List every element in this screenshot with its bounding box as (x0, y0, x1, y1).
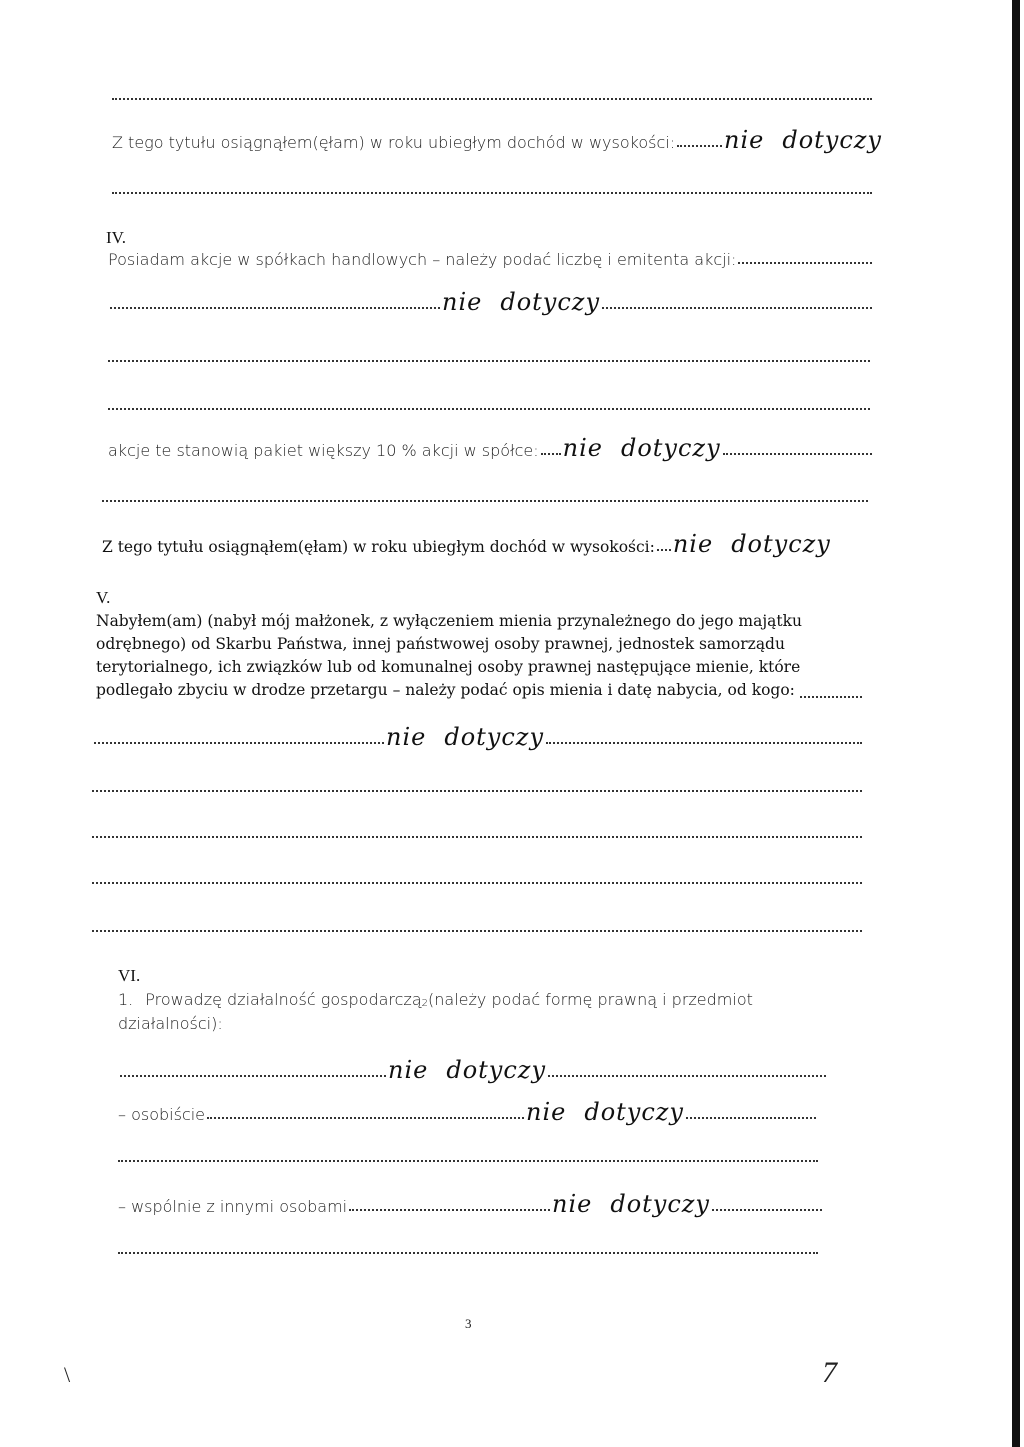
section5-answer-row (92, 725, 864, 749)
handwritten-answer: nie (525, 1098, 567, 1126)
dotted-line (92, 790, 862, 792)
handwritten-answer: dotyczy (782, 126, 882, 154)
dotted-line (112, 192, 872, 194)
handwritten-answer: nie (386, 723, 427, 751)
handwritten-answer: dotyczy (620, 434, 721, 462)
section-number: IV. (106, 228, 126, 247)
personal-row (118, 1100, 818, 1124)
personal-label: – osobiście (118, 1105, 206, 1124)
section-number: VI. (118, 966, 141, 985)
handwritten-answer: dotyczy (500, 288, 601, 316)
dotted-line (800, 696, 862, 698)
text-line: odrębnego) od Skarbu Państwa, innej państwowej osoby prawnej, jednostek samorządu (96, 635, 785, 653)
dotted-line (118, 1160, 818, 1162)
dotted-line (108, 408, 870, 410)
handwritten-answer: dotyczy (446, 1056, 547, 1084)
joint-row (118, 1192, 824, 1216)
handwritten-answer: dotyczy (444, 723, 545, 751)
scan-edge (1012, 0, 1020, 1447)
handwritten-answer: nie (551, 1190, 593, 1218)
shares-answer-row (108, 290, 874, 314)
corner-mark-left: \ (64, 1362, 71, 1387)
item-text: działalności): (118, 1014, 223, 1033)
dotted-line (112, 98, 872, 100)
handwritten-answer: dotyczy (584, 1098, 684, 1126)
income-label: Z tego tytułu osiągnąłem(ęłam) w roku ubiegłym dochód w wysokości: (112, 133, 676, 152)
dotted-line (108, 360, 870, 362)
handwritten-answer: dotyczy (731, 530, 831, 558)
text-line: Nabyłem(am) (nabył mój małżonek, z wyłączeniem mienia przynależnego do jego majątku (96, 612, 802, 630)
income-row-section3 (112, 128, 882, 152)
footnote-ref: 2 (421, 998, 429, 1009)
dotted-line (118, 1252, 818, 1254)
shares-label: Posiadam akcje w spółkach handlowych – należy podać liczbę i emitenta akcji: (108, 250, 737, 269)
handwritten-answer: nie (672, 530, 714, 558)
handwritten-answer: nie (442, 288, 483, 316)
business-row (118, 990, 838, 1009)
section5-text (96, 610, 802, 702)
dotted-line (92, 836, 862, 838)
dotted-line (92, 882, 862, 884)
item-text: Prowadzę działalność gospodarczą (145, 990, 422, 1009)
package-row (108, 436, 874, 460)
section-number: V. (96, 588, 111, 607)
item-number: 1. (118, 990, 134, 1009)
handwritten-answer: nie (723, 126, 765, 154)
text-line: terytorialnego, ich związków lub od komunalnej osoby prawnej następujące mienie, które (96, 658, 801, 676)
dotted-line (102, 500, 868, 502)
business-row-2 (118, 1014, 223, 1033)
corner-mark-right: 7 (822, 1356, 837, 1389)
package-label: akcje te stanowią pakiet większy 10 % akcji w spółce: (108, 441, 539, 460)
text-line: podlegało zbyciu w drodze przetargu – należy podać opis mienia i datę nabycia, od kogo: (96, 681, 795, 699)
dotted-line (92, 930, 862, 932)
handwritten-answer: nie (388, 1056, 429, 1084)
item-text: (należy podać formę prawną i przedmiot (428, 990, 753, 1009)
shares-row (108, 250, 874, 269)
income-row-section4 (102, 532, 882, 556)
income-label: Z tego tytułu osiągnąłem(ęłam) w roku ubiegłym dochód w wysokości: (102, 538, 655, 556)
page-number: 3 (465, 1316, 472, 1331)
handwritten-answer: nie (562, 434, 603, 462)
business-answer-row (118, 1058, 828, 1082)
handwritten-answer: dotyczy (610, 1190, 710, 1218)
joint-label: – wspólnie z innymi osobami (118, 1197, 348, 1216)
